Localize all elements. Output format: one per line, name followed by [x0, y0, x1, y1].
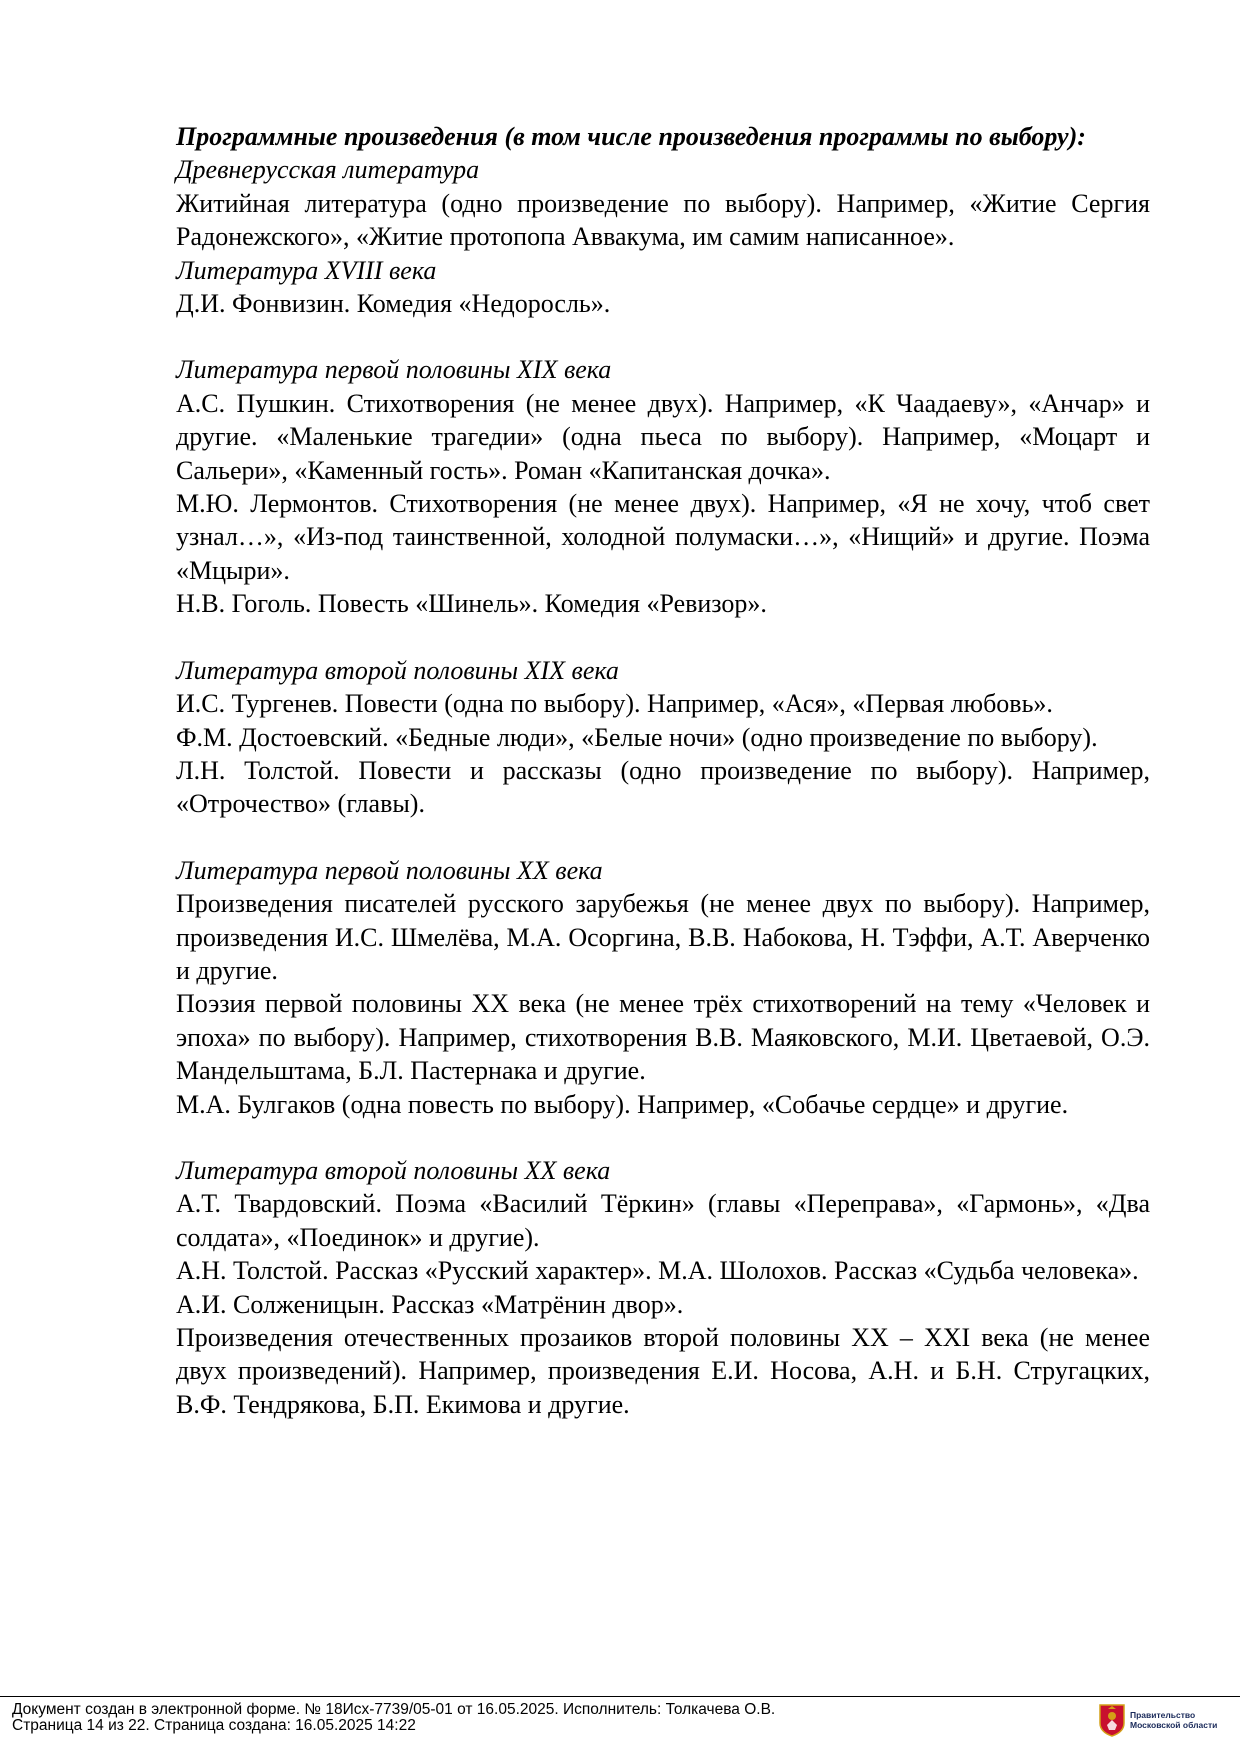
- document-heading: Программные произведения (в том числе произведения программы по выбору):: [176, 122, 1086, 151]
- paragraph: Л.Н. Толстой. Повести и рассказы (одно произведение по выбору). Например, «Отрочество» (главы).: [176, 755, 1150, 819]
- section-title-old-russian: Древнерусская литература: [176, 155, 480, 185]
- paragraph: Житийная литература (одно произведение по выбору). Например, «Житие Сергия Радонежского», «Житие протопопа Аввакума, им самим написанное».: [176, 188, 1150, 252]
- section-title-20th-second-half: Литература второй половины XX века: [176, 1155, 611, 1185]
- paragraph: Поэзия первой половины XX века (не менее трёх стихотворений на тему «Человек и эпоха» по выбору). Например, стихотворения В.В. Маяковского, М.И. Цветаевой, О.Э. Мандельштама, Б.Л. Пастернака и другие.: [176, 989, 1150, 1086]
- government-logo: [1098, 1703, 1217, 1737]
- document-body: [176, 120, 1150, 1421]
- section-title-19th-first-half: Литература первой половины XIX века: [176, 355, 612, 385]
- logo-line-2: Московской области: [1130, 1720, 1218, 1730]
- paragraph: А.Н. Толстой. Рассказ «Русский характер». М.А. Шолохов. Рассказ «Судьба человека».: [176, 1256, 1139, 1286]
- footer-metadata: [12, 1702, 775, 1734]
- government-logo-text: [1130, 1710, 1217, 1730]
- paragraph: Произведения отечественных прозаиков второй половины XX – XXI века (не менее двух произведений). Например, произведения Е.И. Носова, А.Н. и Б.Н. Стругацких, В.Ф. Тендрякова, Б.П. Екимова и другие.: [176, 1323, 1150, 1419]
- moscow-oblast-emblem-icon: [1098, 1703, 1126, 1737]
- section-title-18th-century: Литература XVIII века: [176, 255, 437, 285]
- logo-line-1: Правительство: [1130, 1710, 1196, 1720]
- paragraph: Д.И. Фонвизин. Комедия «Недоросль».: [176, 289, 611, 319]
- paragraph: М.Ю. Лермонтов. Стихотворения (не менее двух). Например, «Я не хочу, чтоб свет узнал…», «Из-под таинственной, холодной полумаски…», «Нищий» и другие. Поэма «Мцыри».: [176, 489, 1150, 585]
- paragraph: М.А. Булгаков (одна повесть по выбору). Например, «Собачье сердце» и другие.: [176, 1089, 1069, 1119]
- section-title-20th-first-half: Литература первой половины XX века: [176, 855, 603, 885]
- paragraph: Произведения писателей русского зарубежья (не менее двух по выбору). Например, произведения И.С. Шмелёва, М.А. Осоргина, В.В. Набокова, Н. Тэффи, А.Т. Аверченко и другие.: [176, 889, 1150, 985]
- section-title-19th-second-half: Литература второй половины XIX века: [176, 655, 619, 685]
- footer-page-info: Страница 14 из 22. Страница создана: 16.05.2025 14:22: [12, 1717, 416, 1734]
- paragraph: А.С. Пушкин. Стихотворения (не менее двух). Например, «К Чаадаеву», «Анчар» и другие. «Маленькие трагедии» (одна пьеса по выбору). Например, «Моцарт и Сальери», «Каменный гость». Роман «Капитанская дочка».: [176, 388, 1150, 485]
- paragraph: А.Т. Твардовский. Поэма «Василий Тёркин» (главы «Переправа», «Гармонь», «Два солдата», «Поединок» и другие).: [176, 1189, 1150, 1252]
- paragraph: И.С. Тургенев. Повести (одна по выбору). Например, «Ася», «Первая любовь».: [176, 689, 1053, 719]
- footer-divider: [0, 1696, 1240, 1697]
- paragraph: Ф.М. Достоевский. «Бедные люди», «Белые ночи» (одно произведение по выбору).: [176, 722, 1098, 752]
- footer-doc-info: Документ создан в электронной форме. № 18Исх-7739/05-01 от 16.05.2025. Исполнитель: Толкачева О.В.: [12, 1701, 776, 1718]
- paragraph: А.И. Солженицын. Рассказ «Матрёнин двор».: [176, 1289, 684, 1319]
- paragraph: Н.В. Гоголь. Повесть «Шинель». Комедия «Ревизор».: [176, 589, 767, 619]
